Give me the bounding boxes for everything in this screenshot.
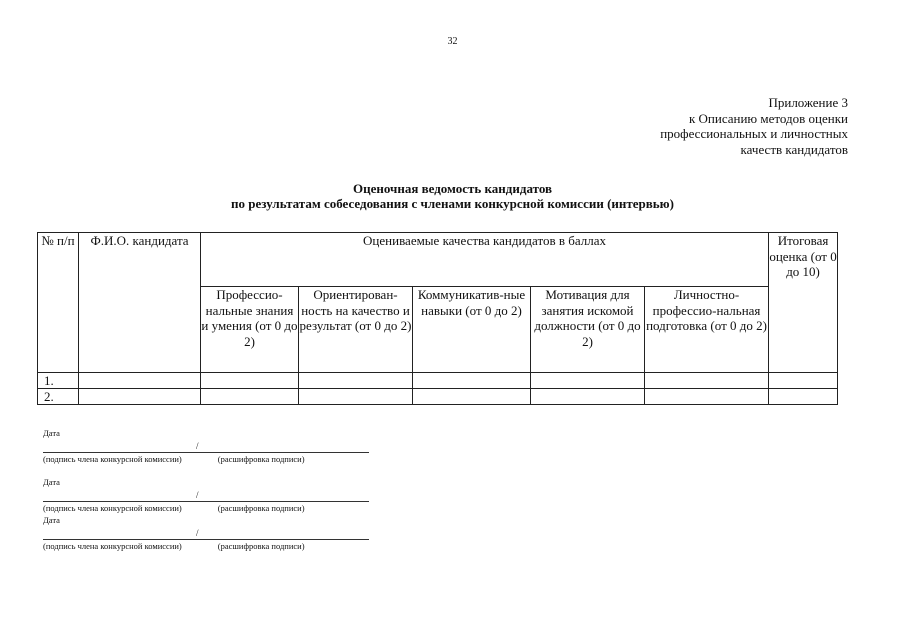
appendix-header: [660, 95, 848, 157]
signature-caption: (подпись члена конкурсной комиссии): [43, 454, 182, 464]
signature-block: [43, 477, 373, 513]
header-personal-training: Личностно-профессио-нальная подготовка (от 0 до 2): [645, 287, 769, 373]
cell-score[interactable]: [645, 389, 769, 405]
cell-score[interactable]: [531, 373, 645, 389]
row-number: 1.: [38, 373, 79, 389]
cell-score[interactable]: [645, 373, 769, 389]
header-total-score: Итоговая оценка (от 0 до 10): [769, 233, 838, 373]
table-row: [38, 373, 838, 389]
signature-separator: /: [196, 441, 199, 451]
header-quality-orientation: Ориентирован-ность на качество и результат (от 0 до 2): [299, 287, 413, 373]
signature-line[interactable]: [43, 528, 369, 540]
cell-total[interactable]: [769, 389, 838, 405]
title-line-1: Оценочная ведомость кандидатов: [352, 181, 553, 196]
date-label: Дата: [43, 477, 60, 487]
title-line-2: по результатам собеседования с членами конкурсной комиссии (интервью): [231, 196, 674, 211]
header-number: № п/п: [38, 233, 79, 373]
cell-full-name[interactable]: [79, 389, 201, 405]
cell-score[interactable]: [413, 373, 531, 389]
appendix-line-1: Приложение 3: [768, 95, 848, 110]
date-label: Дата: [43, 515, 60, 525]
header-qualities: Оцениваемые качества кандидатов в баллах: [201, 233, 769, 287]
page-number: 32: [447, 36, 458, 47]
signature-caption: (подпись члена конкурсной комиссии): [43, 503, 182, 513]
signature-block: [43, 515, 373, 551]
signature-line[interactable]: [43, 441, 369, 453]
appendix-line-2: к Описанию методов оценки: [688, 110, 848, 126]
header-full-name: Ф.И.О. кандидата: [79, 233, 201, 373]
signature-separator: /: [196, 490, 199, 500]
decoding-caption: (расшифровка подписи): [217, 541, 305, 551]
evaluation-table: [37, 232, 838, 405]
row-number: 2.: [38, 389, 79, 405]
decoding-caption: (расшифровка подписи): [217, 503, 305, 513]
header-professional-knowledge: Профессио-нальные знания и умения (от 0 до 2): [201, 287, 299, 373]
cell-full-name[interactable]: [79, 373, 201, 389]
signature-caption: (подпись члена конкурсной комиссии): [43, 541, 182, 551]
date-label: Дата: [43, 428, 60, 438]
cell-score[interactable]: [201, 389, 299, 405]
cell-score[interactable]: [299, 389, 413, 405]
cell-total[interactable]: [769, 373, 838, 389]
header-motivation: Мотивация для занятия искомой должности (от 0 до 2): [531, 287, 645, 373]
signature-block: [43, 428, 373, 464]
table-row: [38, 389, 838, 405]
cell-score[interactable]: [299, 373, 413, 389]
signature-line[interactable]: [43, 490, 369, 502]
signature-separator: /: [196, 528, 199, 538]
cell-score[interactable]: [531, 389, 645, 405]
cell-score[interactable]: [413, 389, 531, 405]
header-communication-skills: Коммуникатив-ные навыки (от 0 до 2): [413, 287, 531, 373]
decoding-caption: (расшифровка подписи): [217, 454, 305, 464]
appendix-line-4: качеств кандидатов: [740, 141, 848, 157]
cell-score[interactable]: [201, 373, 299, 389]
document-title: [0, 181, 905, 211]
appendix-line-3: профессиональных и личностных: [660, 126, 848, 141]
